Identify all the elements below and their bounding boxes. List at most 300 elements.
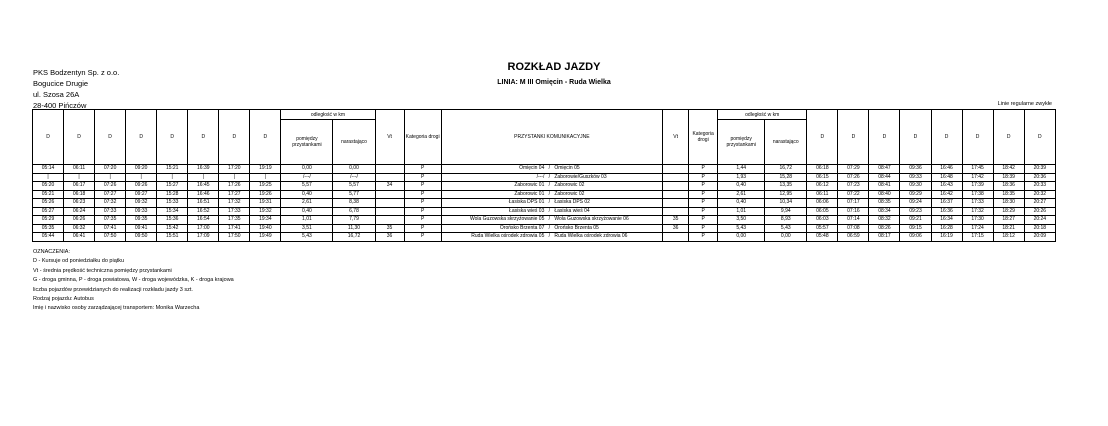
- speed-cell: 34: [375, 182, 404, 191]
- distance-between-cell: 0,40: [718, 199, 765, 208]
- departure-time-cell: 15:33: [157, 199, 188, 208]
- road-category-cell: P: [404, 190, 441, 199]
- distance-cumulative-cell: 12,95: [765, 190, 807, 199]
- departure-time-cell: 06:24: [64, 207, 95, 216]
- speed-cell: [375, 173, 404, 182]
- timetable: [32, 109, 1056, 242]
- stop-name-outbound: Omięcin 04: [519, 165, 545, 172]
- departure-time-cell: 05:27: [33, 207, 64, 216]
- departure-time-cell: 15:28: [157, 190, 188, 199]
- distance-between-cell: /---/: [281, 173, 333, 182]
- distance-between-cell: 2,61: [718, 190, 765, 199]
- stop-separator: /: [548, 173, 551, 180]
- departure-time-cell: 06:11: [64, 165, 95, 174]
- return-time-cell: 07:23: [838, 182, 869, 191]
- departure-time-cell: 07:20: [95, 165, 126, 174]
- legend-line: Vt - średnia prędkość techniczna pomiędzy przystankami: [33, 267, 172, 274]
- departure-time-cell: 17:09: [188, 233, 219, 242]
- stop-separator: /: [548, 207, 551, 214]
- day-header: D: [64, 110, 95, 165]
- road-category-cell: P: [404, 207, 441, 216]
- stop-separator: /: [548, 233, 551, 240]
- stop-cell: [441, 207, 662, 216]
- legend-line: liczba pojazdów przewidzianych do realizacji rozkładu jazdy 3 szt.: [33, 286, 193, 293]
- return-time-cell: 08:17: [869, 233, 900, 242]
- return-time-cell: 18:30: [993, 199, 1024, 208]
- speed-cell: 35: [375, 224, 404, 233]
- departure-time-cell: 15:36: [157, 216, 188, 225]
- return-time-cell: 06:11: [807, 190, 838, 199]
- return-time-cell: 09:24: [900, 199, 931, 208]
- stop-separator: /: [548, 199, 551, 206]
- departure-time-cell: 06:32: [64, 224, 95, 233]
- stop-name-outbound: Orońsko Brzenta 07: [499, 224, 545, 231]
- departure-time-cell: 09:27: [126, 190, 157, 199]
- departure-time-cell: 09:50: [126, 233, 157, 242]
- table-row: [33, 224, 1056, 233]
- departure-time-cell: |: [95, 173, 126, 182]
- day-header: D: [931, 110, 962, 165]
- stop-cell: [441, 190, 662, 199]
- stops-header: PRZYSTANKI KOMUNIKACYJNE: [441, 110, 662, 165]
- distance-between-cell: 3,50: [718, 216, 765, 225]
- cumulative-header: narastająco: [333, 120, 375, 165]
- road-category-cell: P: [689, 190, 718, 199]
- distance-cumulative-cell: 5,77: [333, 190, 375, 199]
- between-stops-header: pomiędzy przystankami: [281, 120, 333, 165]
- line-type-note: Linie regularne zwykłe: [997, 101, 1052, 107]
- return-time-cell: 20:36: [1024, 173, 1055, 182]
- return-time-cell: 08:41: [869, 182, 900, 191]
- return-time-cell: 18:35: [993, 190, 1024, 199]
- road-category-cell: P: [404, 182, 441, 191]
- stop-separator: /: [548, 216, 551, 223]
- return-time-cell: 16:42: [931, 190, 962, 199]
- speed-cell: [375, 207, 404, 216]
- return-time-cell: 18:29: [993, 207, 1024, 216]
- page-title: ROZKŁAD JAZDY: [507, 61, 601, 73]
- return-time-cell: 08:32: [869, 216, 900, 225]
- return-time-cell: 16:34: [931, 216, 962, 225]
- distance-between-cell: 1,01: [718, 207, 765, 216]
- departure-time-cell: 17:27: [219, 190, 250, 199]
- cumulative-header: narastająco: [765, 120, 807, 165]
- company-info: [33, 67, 119, 111]
- return-time-cell: 09:23: [900, 207, 931, 216]
- return-time-cell: 06:06: [807, 199, 838, 208]
- return-time-cell: 07:17: [838, 199, 869, 208]
- departure-time-cell: 05:26: [33, 199, 64, 208]
- stop-cell: [441, 182, 662, 191]
- departure-time-cell: 19:34: [250, 216, 281, 225]
- stop-name-return: Omięcin 05: [554, 165, 580, 172]
- day-header: D: [900, 110, 931, 165]
- departure-time-cell: 16:51: [188, 199, 219, 208]
- distance-cumulative-cell: 16,72: [765, 165, 807, 174]
- departure-time-cell: 07:33: [95, 207, 126, 216]
- departure-time-cell: 15:27: [157, 182, 188, 191]
- return-time-cell: 05:57: [807, 224, 838, 233]
- return-time-cell: 08:35: [869, 199, 900, 208]
- speed-cell: 35: [663, 216, 689, 225]
- road-category-cell: P: [689, 216, 718, 225]
- road-category-cell: P: [689, 165, 718, 174]
- departure-time-cell: |: [64, 173, 95, 182]
- speed-cell: 36: [663, 224, 689, 233]
- return-time-cell: 16:37: [931, 199, 962, 208]
- return-time-cell: 05:48: [807, 233, 838, 242]
- return-time-cell: 06:12: [807, 182, 838, 191]
- distance-cumulative-cell: 0,00: [333, 165, 375, 174]
- return-time-cell: 06:18: [807, 165, 838, 174]
- return-time-cell: 07:14: [838, 216, 869, 225]
- departure-time-cell: 19:32: [250, 207, 281, 216]
- return-time-cell: 09:30: [900, 182, 931, 191]
- departure-time-cell: 05:44: [33, 233, 64, 242]
- company-address-line: 28-400 Pińczów: [33, 101, 87, 110]
- departure-time-cell: 06:26: [64, 216, 95, 225]
- distance-between-cell: 1,01: [281, 216, 333, 225]
- return-time-cell: 07:29: [838, 165, 869, 174]
- return-time-cell: 06:15: [807, 173, 838, 182]
- return-time-cell: 07:26: [838, 173, 869, 182]
- road-category-cell: P: [689, 224, 718, 233]
- return-time-cell: 06:03: [807, 216, 838, 225]
- company-address-line: Bogucice Drugie: [33, 79, 89, 88]
- distance-between-cell: 0,40: [281, 190, 333, 199]
- stop-cell: [441, 199, 662, 208]
- return-time-cell: 07:22: [838, 190, 869, 199]
- speed-cell: [663, 233, 689, 242]
- stop-separator: /: [548, 190, 551, 197]
- distance-between-cell: 3,51: [281, 224, 333, 233]
- legend-notes: [33, 248, 234, 314]
- departure-time-cell: |: [157, 173, 188, 182]
- return-time-cell: 17:33: [962, 199, 993, 208]
- departure-time-cell: 09:35: [126, 216, 157, 225]
- day-header: D: [126, 110, 157, 165]
- departure-time-cell: |: [219, 173, 250, 182]
- distance-between-cell: 5,57: [281, 182, 333, 191]
- speed-cell: [663, 190, 689, 199]
- departure-time-cell: 19:25: [250, 182, 281, 191]
- departure-time-cell: 19:26: [250, 190, 281, 199]
- return-time-cell: 08:47: [869, 165, 900, 174]
- departure-time-cell: 06:41: [64, 233, 95, 242]
- distance-between-cell: 0,00: [281, 165, 333, 174]
- return-time-cell: 17:15: [962, 233, 993, 242]
- between-stops-header: pomiędzy przystankami: [718, 120, 765, 165]
- day-header: D: [838, 110, 869, 165]
- departure-time-cell: 15:34: [157, 207, 188, 216]
- departure-time-cell: 05:35: [33, 224, 64, 233]
- return-time-cell: 16:43: [931, 182, 962, 191]
- return-time-cell: 20:27: [1024, 199, 1055, 208]
- stop-name-outbound: Wola Guzowska skrzyżowanie 05: [469, 216, 545, 223]
- stop-name-return: Zaborowie/Guszków 03: [554, 173, 607, 180]
- day-header: D: [250, 110, 281, 165]
- stop-name-return: Wola Guzowska skrzyżowanie 06: [554, 216, 629, 223]
- return-time-cell: 16:48: [931, 173, 962, 182]
- departure-time-cell: 09:26: [126, 182, 157, 191]
- road-category-cell: P: [404, 199, 441, 208]
- departure-time-cell: 06:18: [64, 190, 95, 199]
- stop-name-return: Zaborowic 02: [554, 182, 585, 189]
- departure-time-cell: 07:32: [95, 199, 126, 208]
- speed-cell: [375, 199, 404, 208]
- table-row: [33, 182, 1056, 191]
- departure-time-cell: 17:00: [188, 224, 219, 233]
- stop-cell: [441, 216, 662, 225]
- stop-name-outbound: Zaborowic 01: [514, 182, 545, 189]
- legend-title: OZNACZENIA:: [33, 249, 70, 255]
- company-address-line: ul. Szosa 26A: [33, 90, 80, 99]
- distance-cumulative-cell: 5,57: [333, 182, 375, 191]
- speed-cell: [663, 182, 689, 191]
- return-time-cell: 17:30: [962, 216, 993, 225]
- return-time-cell: 17:39: [962, 182, 993, 191]
- stop-name-outbound: /---/: [536, 173, 545, 180]
- return-time-cell: 06:59: [838, 233, 869, 242]
- return-time-cell: 08:26: [869, 224, 900, 233]
- distance-cumulative-cell: 10,34: [765, 199, 807, 208]
- road-category-header: Kategoria drogi: [404, 110, 441, 165]
- return-time-cell: 18:39: [993, 173, 1024, 182]
- return-time-cell: 18:21: [993, 224, 1024, 233]
- return-time-cell: 16:36: [931, 207, 962, 216]
- road-category-cell: P: [404, 165, 441, 174]
- distance-between-cell: 1,44: [718, 165, 765, 174]
- return-time-cell: 08:40: [869, 190, 900, 199]
- speed-header: Vt: [375, 110, 404, 165]
- departure-time-cell: 07:50: [95, 233, 126, 242]
- departure-time-cell: 16:54: [188, 216, 219, 225]
- departure-time-cell: 15:51: [157, 233, 188, 242]
- stop-name-return: Orońsko Brzenta 05: [554, 224, 599, 231]
- distance-header: odległość w km: [718, 110, 807, 120]
- day-header: D: [869, 110, 900, 165]
- distance-between-cell: 0,00: [718, 233, 765, 242]
- legend-line: Rodzaj pojazdu: Autobus: [33, 296, 94, 303]
- stop-separator: /: [548, 182, 551, 189]
- return-time-cell: 09:15: [900, 224, 931, 233]
- distance-cumulative-cell: /---/: [333, 173, 375, 182]
- return-time-cell: 20:39: [1024, 165, 1055, 174]
- distance-cumulative-cell: 7,79: [333, 216, 375, 225]
- departure-time-cell: 16:45: [188, 182, 219, 191]
- departure-time-cell: 07:27: [95, 190, 126, 199]
- distance-between-cell: 5,43: [718, 224, 765, 233]
- table-row: [33, 190, 1056, 199]
- distance-between-cell: 1,93: [718, 173, 765, 182]
- road-category-cell: P: [689, 233, 718, 242]
- return-time-cell: 17:32: [962, 207, 993, 216]
- return-time-cell: 17:42: [962, 173, 993, 182]
- road-category-cell: P: [689, 207, 718, 216]
- departure-time-cell: 17:41: [219, 224, 250, 233]
- return-time-cell: 17:45: [962, 165, 993, 174]
- departure-time-cell: 07:35: [95, 216, 126, 225]
- return-time-cell: 20:18: [1024, 224, 1055, 233]
- distance-between-cell: 0,40: [281, 207, 333, 216]
- departure-time-cell: 06:23: [64, 199, 95, 208]
- speed-cell: [663, 165, 689, 174]
- road-category-cell: P: [689, 199, 718, 208]
- departure-time-cell: 17:35: [219, 216, 250, 225]
- return-time-cell: 09:29: [900, 190, 931, 199]
- stop-name-outbound: Łasiska DPS 01: [508, 199, 545, 206]
- departure-time-cell: 17:50: [219, 233, 250, 242]
- departure-time-cell: 17:26: [219, 182, 250, 191]
- departure-time-cell: 17:32: [219, 199, 250, 208]
- table-row: [33, 207, 1056, 216]
- day-header: D: [993, 110, 1024, 165]
- departure-time-cell: 06:17: [64, 182, 95, 191]
- return-time-cell: 06:05: [807, 207, 838, 216]
- return-time-cell: 16:46: [931, 165, 962, 174]
- return-time-cell: 20:26: [1024, 207, 1055, 216]
- departure-time-cell: 16:39: [188, 165, 219, 174]
- distance-cumulative-cell: 8,38: [333, 199, 375, 208]
- departure-time-cell: 09:20: [126, 165, 157, 174]
- distance-cumulative-cell: 5,43: [765, 224, 807, 233]
- departure-time-cell: 19:49: [250, 233, 281, 242]
- day-header: D: [188, 110, 219, 165]
- stop-name-return: Łasiska DPS 02: [554, 199, 590, 206]
- departure-time-cell: 19:31: [250, 199, 281, 208]
- departure-time-cell: 17:20: [219, 165, 250, 174]
- distance-between-cell: 2,61: [281, 199, 333, 208]
- distance-header: odległość w km: [281, 110, 375, 120]
- speed-cell: [375, 216, 404, 225]
- distance-between-cell: 5,43: [281, 233, 333, 242]
- table-row: [33, 165, 1056, 174]
- departure-time-cell: 19:19: [250, 165, 281, 174]
- table-row: [33, 199, 1056, 208]
- road-category-cell: P: [404, 173, 441, 182]
- speed-cell: [375, 165, 404, 174]
- stop-separator: /: [548, 165, 551, 172]
- departure-time-cell: 09:33: [126, 207, 157, 216]
- distance-cumulative-cell: 11,30: [333, 224, 375, 233]
- legend-line: G - droga gminna, P - droga powiatowa, W - droga wojewódzka, K - droga krajowa: [33, 277, 234, 284]
- return-time-cell: 17:38: [962, 190, 993, 199]
- return-time-cell: 09:21: [900, 216, 931, 225]
- distance-cumulative-cell: 15,28: [765, 173, 807, 182]
- road-category-cell: P: [689, 173, 718, 182]
- return-time-cell: 20:24: [1024, 216, 1055, 225]
- return-time-cell: 18:27: [993, 216, 1024, 225]
- departure-time-cell: |: [126, 173, 157, 182]
- day-header: D: [95, 110, 126, 165]
- stop-name-return: Łasiska wieś 04: [554, 207, 590, 214]
- speed-cell: [663, 207, 689, 216]
- table-row: [33, 173, 1056, 182]
- departure-time-cell: 09:41: [126, 224, 157, 233]
- departure-time-cell: |: [250, 173, 281, 182]
- departure-time-cell: 05:14: [33, 165, 64, 174]
- speed-cell: 36: [375, 233, 404, 242]
- speed-cell: [663, 173, 689, 182]
- departure-time-cell: 09:32: [126, 199, 157, 208]
- return-time-cell: 07:08: [838, 224, 869, 233]
- departure-time-cell: 05:20: [33, 182, 64, 191]
- legend-line: D - Kursuje od poniedziałku do piątku: [33, 258, 125, 265]
- stop-cell: [441, 165, 662, 174]
- return-time-cell: 18:36: [993, 182, 1024, 191]
- return-time-cell: 09:36: [900, 165, 931, 174]
- stop-separator: /: [548, 224, 551, 231]
- return-time-cell: 16:19: [931, 233, 962, 242]
- distance-cumulative-cell: 0,00: [765, 233, 807, 242]
- table-row: [33, 216, 1056, 225]
- return-time-cell: 20:09: [1024, 233, 1055, 242]
- speed-header: Vt: [663, 110, 689, 165]
- distance-cumulative-cell: 16,72: [333, 233, 375, 242]
- road-category-cell: P: [404, 224, 441, 233]
- return-time-cell: 18:42: [993, 165, 1024, 174]
- speed-cell: [663, 199, 689, 208]
- return-time-cell: 09:06: [900, 233, 931, 242]
- return-time-cell: 08:44: [869, 173, 900, 182]
- distance-cumulative-cell: 13,35: [765, 182, 807, 191]
- departure-time-cell: 07:26: [95, 182, 126, 191]
- departure-time-cell: 05:29: [33, 216, 64, 225]
- departure-time-cell: 15:21: [157, 165, 188, 174]
- day-header: D: [219, 110, 250, 165]
- day-header: D: [157, 110, 188, 165]
- day-header: D: [1024, 110, 1055, 165]
- return-time-cell: 16:28: [931, 224, 962, 233]
- return-time-cell: 07:16: [838, 207, 869, 216]
- legend-line: Imię i nazwisko osoby zarządzającej transportem: Monika Warzecha: [33, 305, 200, 312]
- road-category-cell: P: [689, 182, 718, 191]
- return-time-cell: 09:33: [900, 173, 931, 182]
- stop-cell: [441, 224, 662, 233]
- departure-time-cell: 19:40: [250, 224, 281, 233]
- road-category-cell: P: [404, 216, 441, 225]
- company-name: PKS Bodzentyn Sp. z o.o.: [33, 68, 120, 77]
- table-row: [33, 233, 1056, 242]
- road-category-cell: P: [404, 233, 441, 242]
- departure-time-cell: 15:42: [157, 224, 188, 233]
- stop-name-outbound: Ruda Wielka ośrodek zdrowia 05: [471, 233, 545, 240]
- return-time-cell: 08:34: [869, 207, 900, 216]
- stop-cell: [441, 233, 662, 242]
- stop-name-outbound: Zaborowic 01: [514, 190, 545, 197]
- departure-time-cell: 16:46: [188, 190, 219, 199]
- stop-name-return: Zaborowic 02: [554, 190, 585, 197]
- distance-cumulative-cell: 8,93: [765, 216, 807, 225]
- stop-name-outbound: Łasiska wieś 03: [509, 207, 545, 214]
- departure-time-cell: 16:52: [188, 207, 219, 216]
- departure-time-cell: |: [188, 173, 219, 182]
- departure-time-cell: 05:21: [33, 190, 64, 199]
- road-category-header: Kategoria drogi: [689, 110, 718, 165]
- return-time-cell: 18:12: [993, 233, 1024, 242]
- departure-time-cell: 07:41: [95, 224, 126, 233]
- speed-cell: [375, 190, 404, 199]
- line-subtitle: LINIA: M III Omięcin - Ruda Wielka: [497, 79, 611, 86]
- departure-time-cell: |: [33, 173, 64, 182]
- day-header: D: [807, 110, 838, 165]
- distance-cumulative-cell: 6,78: [333, 207, 375, 216]
- departure-time-cell: 17:33: [219, 207, 250, 216]
- day-header: D: [962, 110, 993, 165]
- distance-between-cell: 0,40: [718, 182, 765, 191]
- stop-name-return: Ruda Wielka ośrodek zdrowia 06: [554, 233, 628, 240]
- distance-cumulative-cell: 9,94: [765, 207, 807, 216]
